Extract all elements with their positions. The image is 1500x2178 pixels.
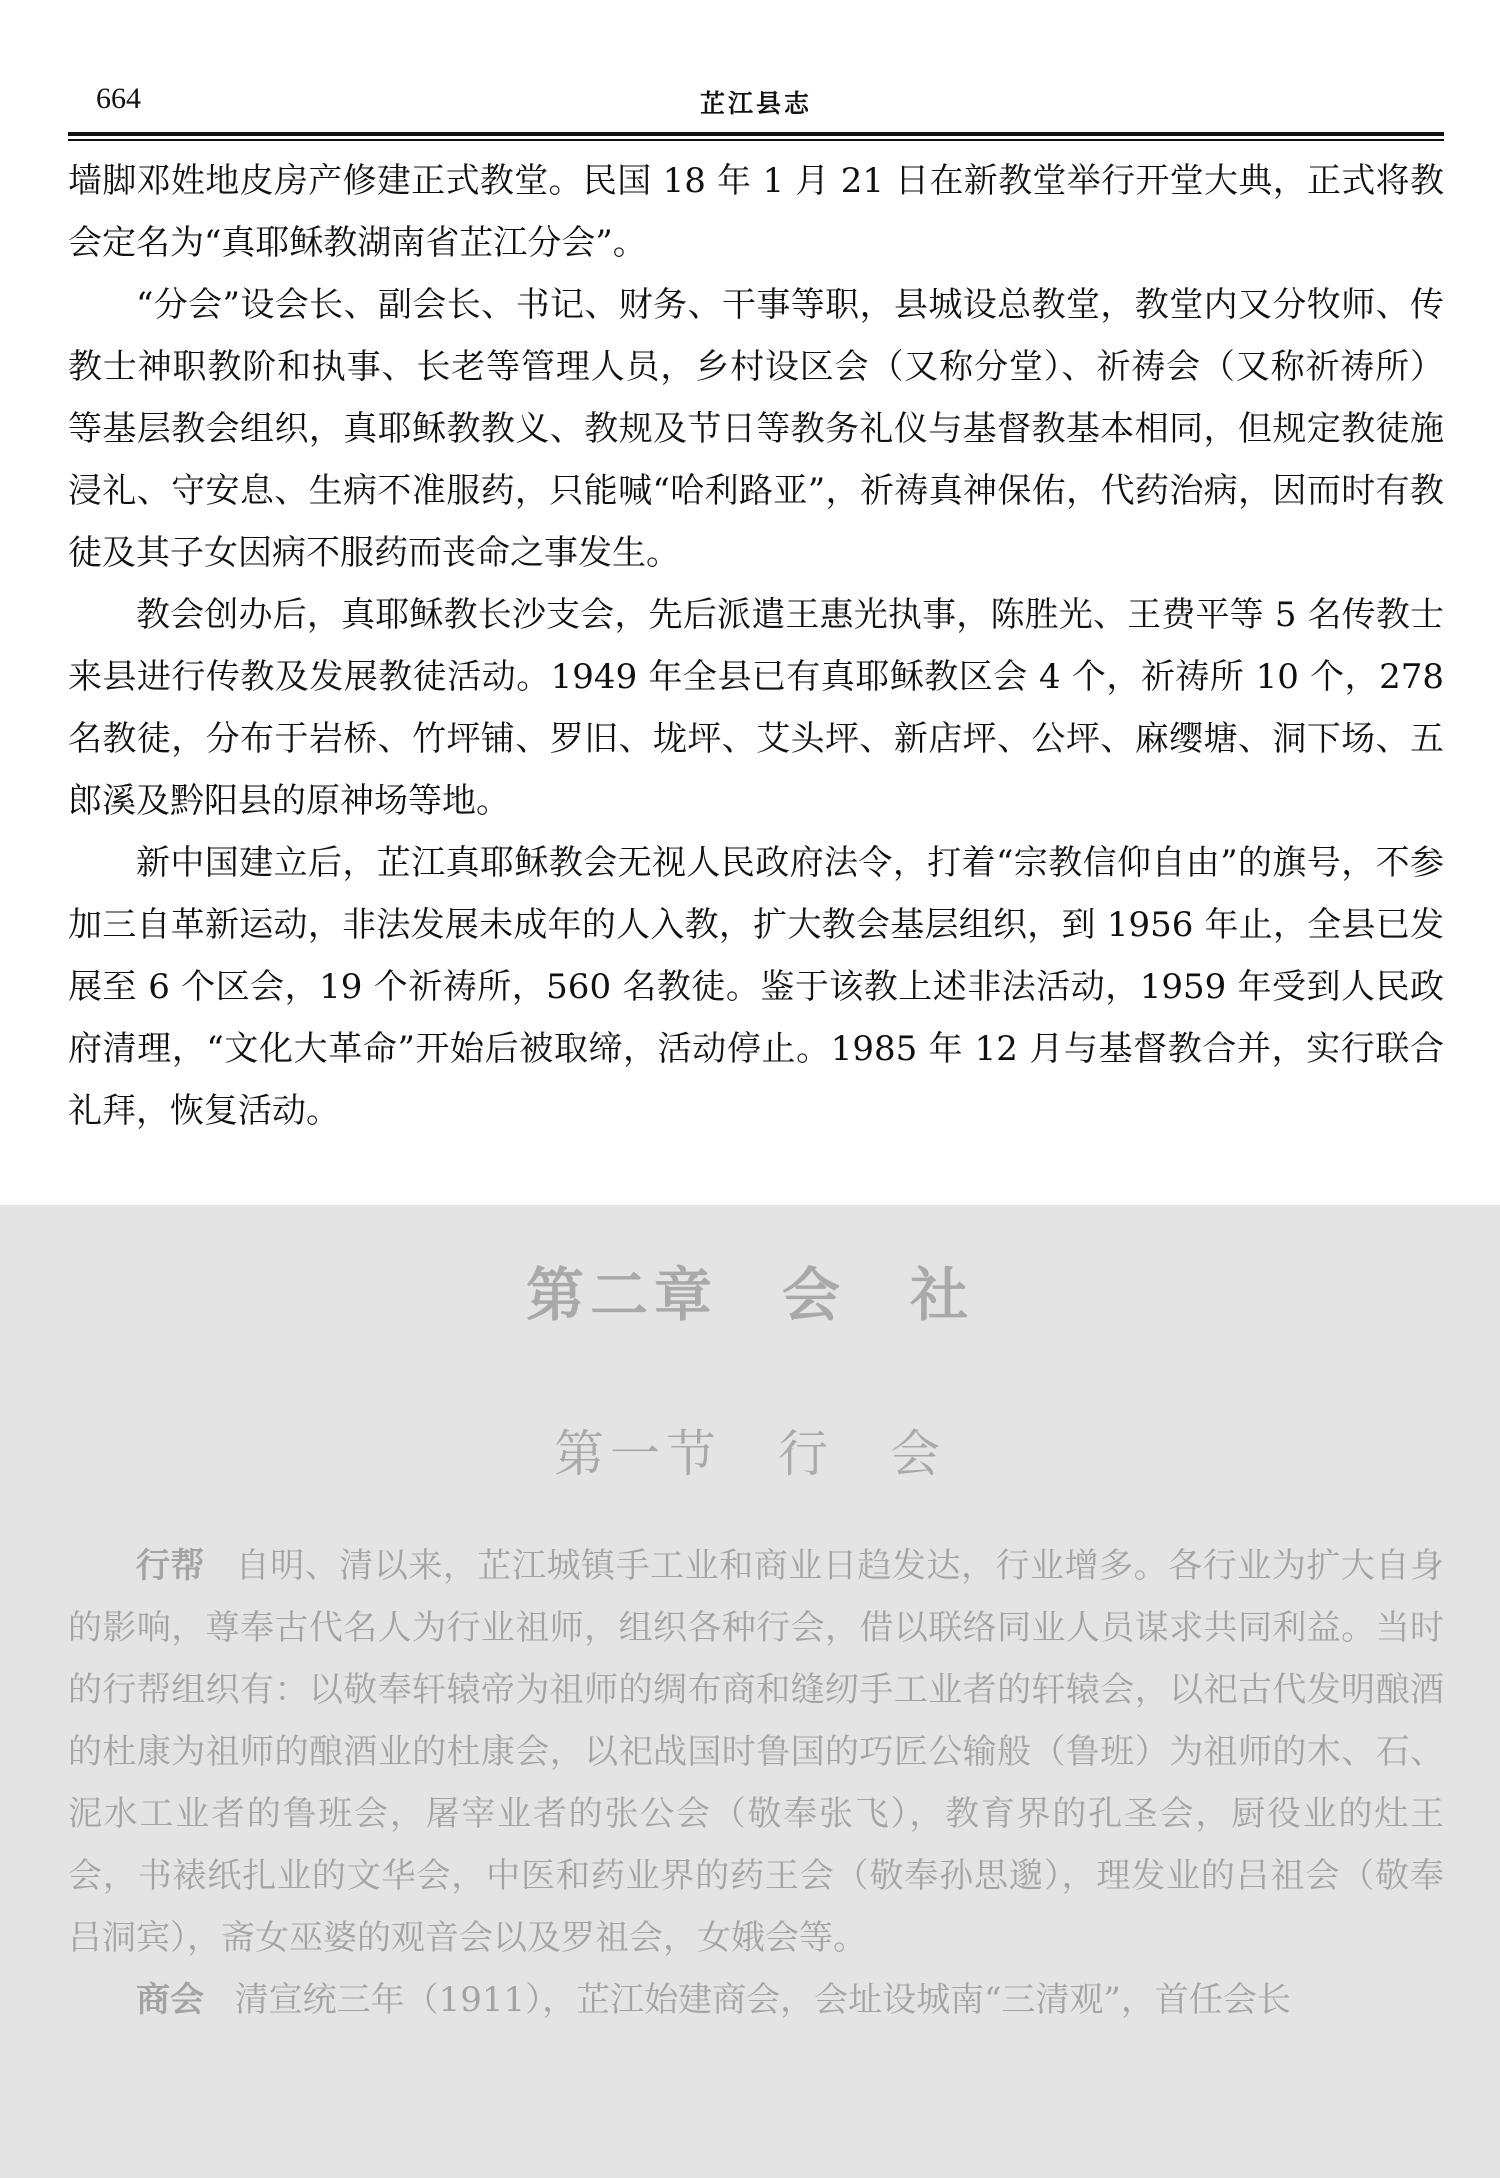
paragraph: 墙脚邓姓地皮房产修建正式教堂。民国 18 年 1 月 21 日在新教堂举行开堂大典，正式将教会定名为“真耶稣教湖南省芷江分会”。 (68, 161, 1444, 263)
chapter-title: 第二章 会 社 (525, 1261, 974, 1329)
body-text (68, 150, 1444, 1142)
running-title: 芷江县志 (699, 89, 812, 118)
header-rule-thick (68, 132, 1444, 136)
entry-text: 清宣统三年（1911），芷江始建商会，会址设城南“三清观”，首任会长 (234, 1980, 1291, 2020)
paragraph: 教会创办后，真耶稣教长沙支会，先后派遣王惠光执事，陈胜光、王费平等 5 名传教士来县进行传教及发展教徒活动。1949 年全县已有真耶稣教区会 4 个，祈祷所 10 个，278 名教徒，分布于岩桥、竹坪铺、罗旧、垅坪、艾头坪、新店坪、公坪、麻缨塘、洞下场、五郎溪及黔阳县的原神场等地。 (68, 595, 1444, 821)
page-number: 664 (96, 82, 141, 115)
section-title: 第一节 行 会 (554, 1425, 946, 1483)
paragraph: “分会”设会长、副会长、书记、财务、干事等职，县城设总教堂，教堂内又分牧师、传教士神职教阶和执事、长老等管理人员，乡村设区会（又称分堂）、祈祷会（又称祈祷所）等基层教会组织，真耶稣教教义、教规及节日等教务礼仪与基督教基本相同，但规定教徒施浸礼、守安息、生病不准服药，只能喊“哈利路亚”，祈祷真神保佑，代药治病，因而时有教徒及其子女因病不服药而丧命之事发生。 (68, 285, 1444, 573)
entry-term: 行帮 (136, 1546, 206, 1586)
entry-paragraph (68, 1535, 1444, 1969)
page-header (68, 76, 1444, 132)
entry-paragraph (68, 1969, 1444, 2031)
section-body (68, 1535, 1444, 2031)
entry-term: 商会 (136, 1980, 204, 2020)
entry-text: 自明、清以来，芷江城镇手工业和商业日趋发达，行业增多。各行业为扩大自身的影响，尊奉古代名人为行业祖师，组织各种行会，借以联络同业人员谋求共同利益。当时的行帮组织有：以敬奉轩辕帝为祖师的绸布商和缝纫手工业者的轩辕会，以祀古代发明酿酒的杜康为祖师的酿酒业的杜康会，以祀战国时鲁国的巧匠公输般（鲁班）为祖师的木、石、泥水工业者的鲁班会，屠宰业者的张公会（敬奉张飞），教育界的孔圣会，厨役业的灶王会，书裱纸扎业的文华会，中医和药业界的药王会（敬奉孙思邈），理发业的吕祖会（敬奉吕洞宾），斋女巫婆的观音会以及罗祖会，女娥会等。 (68, 1546, 1444, 1958)
paragraph: 新中国建立后，芷江真耶稣教会无视人民政府法令，打着“宗教信仰自由”的旗号，不参加三自革新运动，非法发展未成年的人入教，扩大教会基层组织，到 1956 年止，全县已发展至 6 个区会，19 个祈祷所，560 名教徒。鉴于该教上述非法活动，1959 年受到人民政府清理，“文化大革命”开始后被取缔，活动停止。1985 年 12 月与基督教合并，实行联合礼拜，恢复活动。 (68, 843, 1444, 1131)
header-rule-thin (68, 139, 1444, 141)
